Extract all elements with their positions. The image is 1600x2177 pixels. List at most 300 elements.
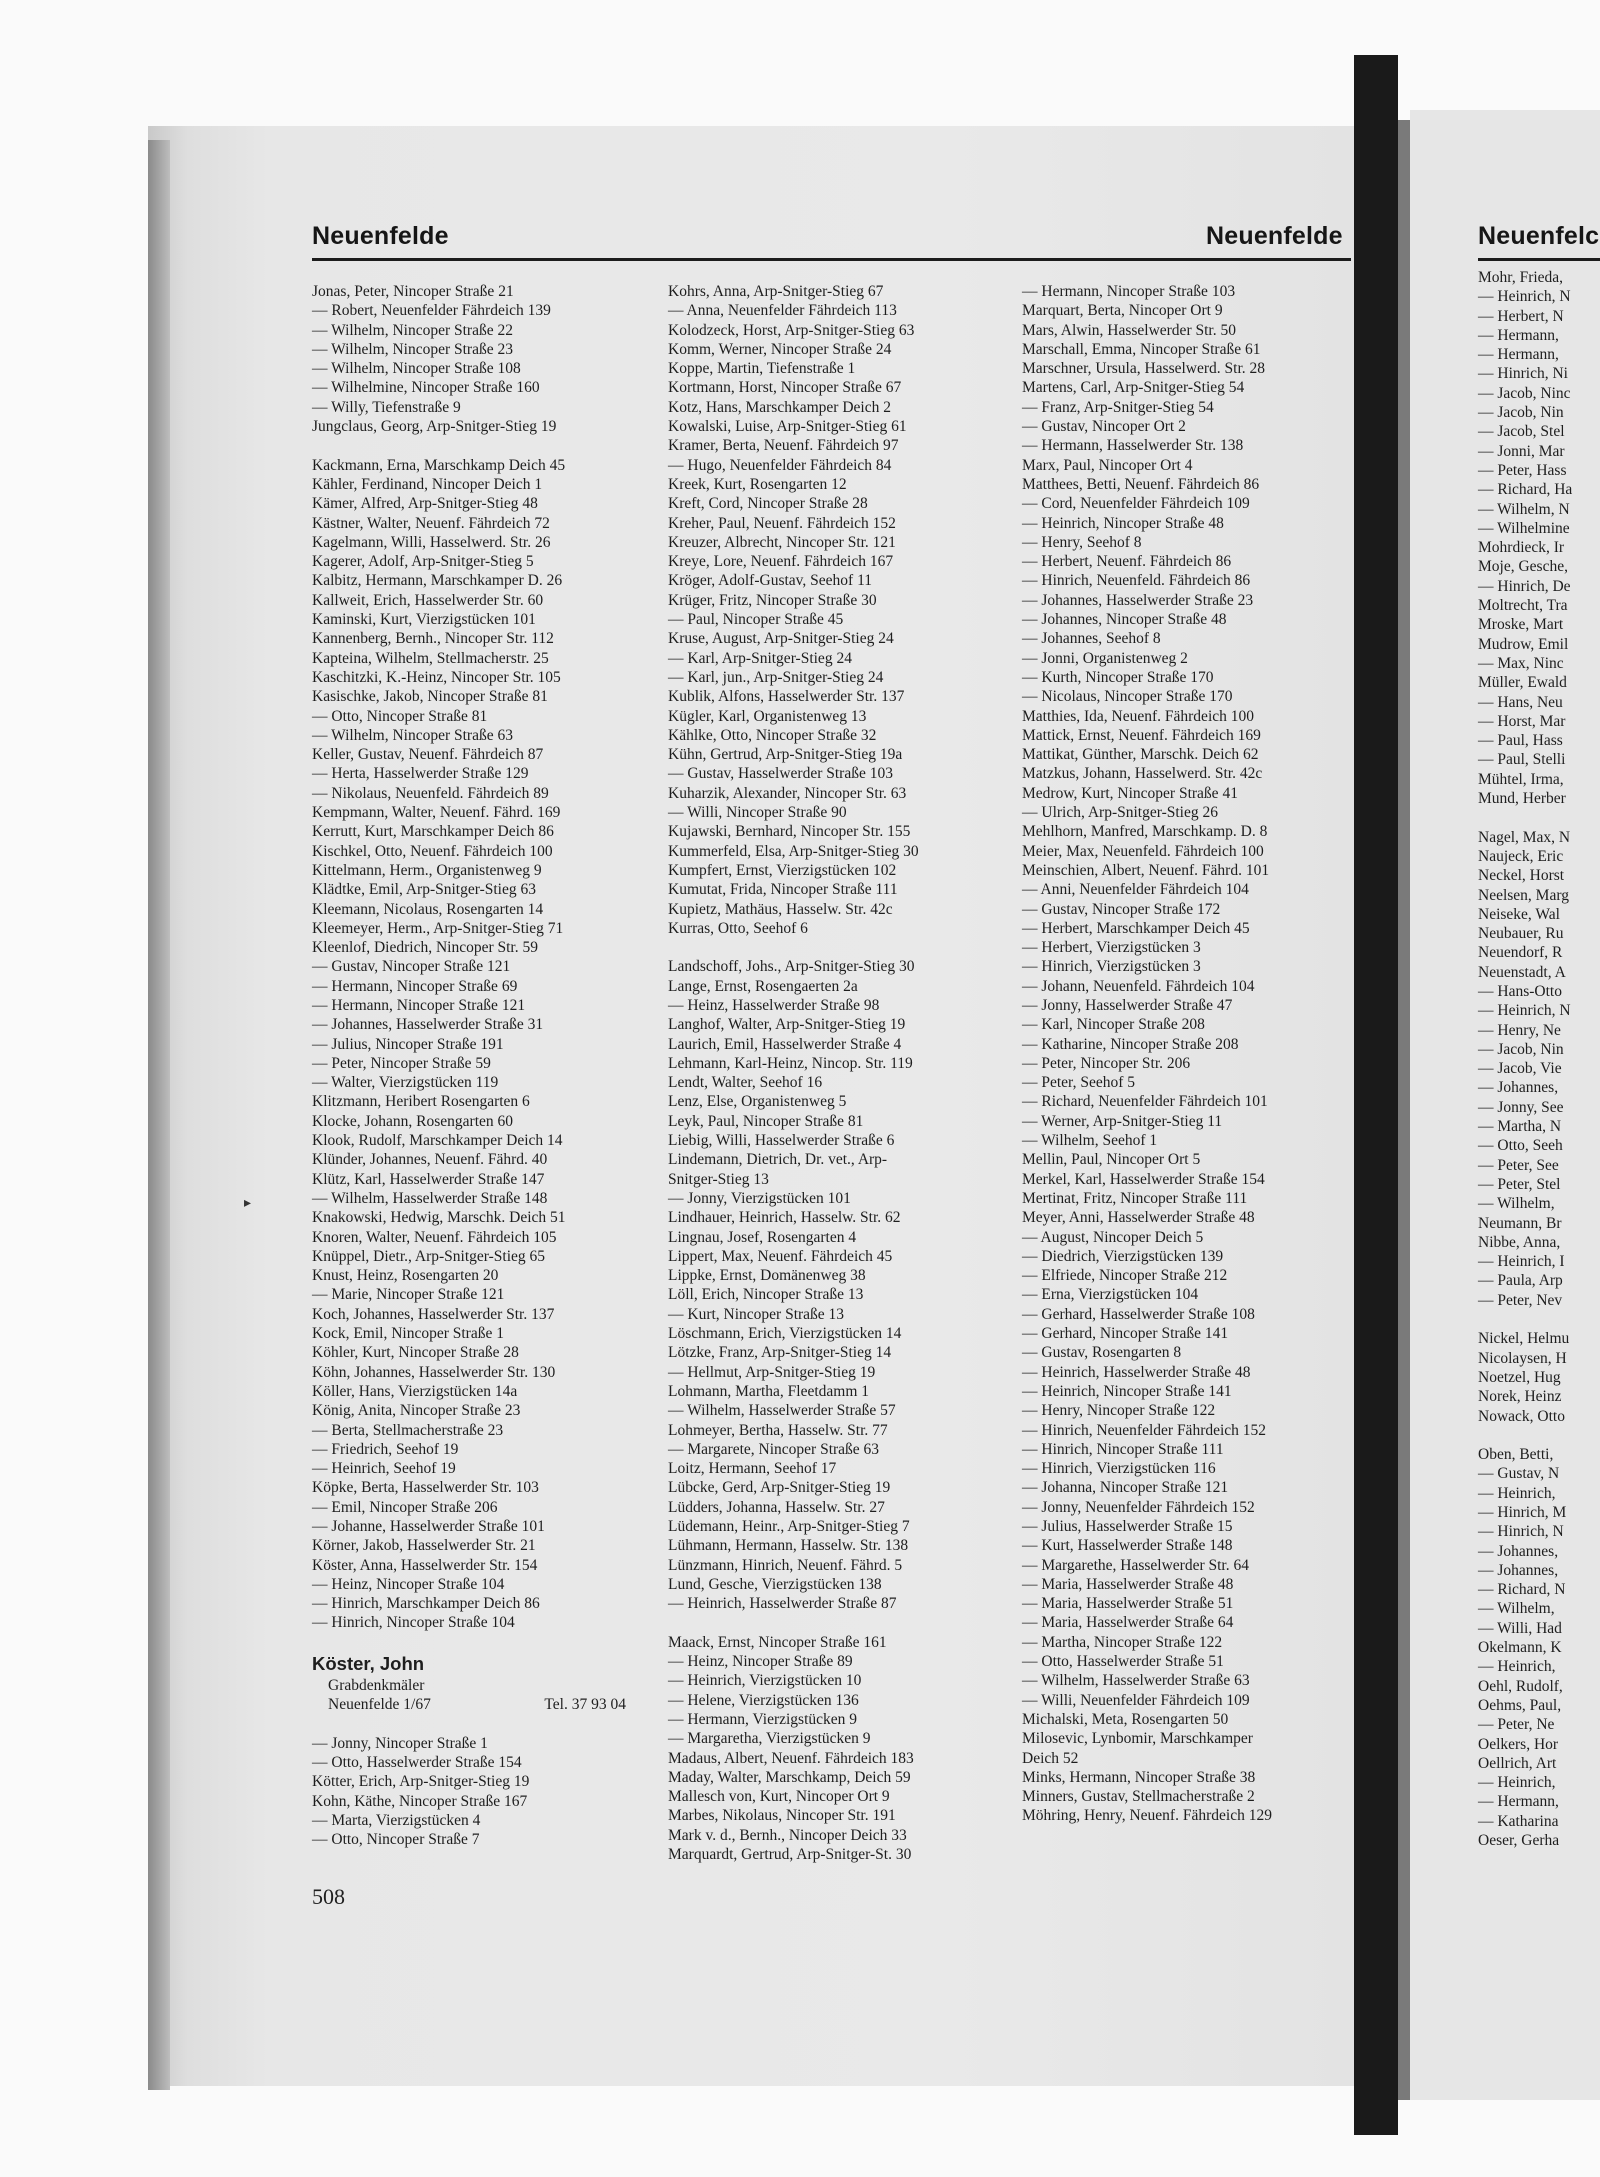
directory-entry: Kempmann, Walter, Neuenf. Fährd. 169 xyxy=(312,804,561,822)
directory-entry: — Ulrich, Arp-Snitger-Stieg 26 xyxy=(1022,804,1218,822)
directory-entry: — Hinrich, Ni xyxy=(1478,365,1568,383)
section-gap xyxy=(312,436,626,455)
directory-entry: — Jonny, Hasselwerder Straße 47 xyxy=(1022,996,1233,1014)
directory-entry: — Katharina xyxy=(1478,1812,1559,1830)
directory-entry: Lübcke, Gerd, Arp-Snitger-Stieg 19 xyxy=(668,1479,891,1497)
directory-entry: — Herbert, Vierzigstücken 3 xyxy=(1022,939,1201,957)
directory-entry: Mertinat, Fritz, Nincoper Straße 111 xyxy=(1022,1189,1248,1207)
directory-entry: Merkel, Karl, Hasselwerder Straße 154 xyxy=(1022,1170,1265,1188)
directory-entry: Mars, Alwin, Hasselwerder Str. 50 xyxy=(1022,321,1236,339)
directory-entry: — Wilhelmine xyxy=(1478,519,1570,537)
directory-entry: — Gustav, Nincoper Ort 2 xyxy=(1022,418,1186,436)
directory-entry: — Hans-Otto xyxy=(1478,982,1562,1000)
directory-entry: — Hermann, xyxy=(1478,1793,1559,1811)
directory-entry: Köhn, Johannes, Hasselwerder Str. 130 xyxy=(312,1363,556,1381)
directory-entry: Okelmann, K xyxy=(1478,1639,1562,1657)
directory-entry: — Johanna, Nincoper Straße 121 xyxy=(1022,1479,1229,1497)
directory-entry: — Hinrich, Vierzigstücken 116 xyxy=(1022,1460,1216,1478)
advertisement-location: Neuenfelde 1/67 xyxy=(328,1696,431,1714)
directory-entry: — Johannes, xyxy=(1478,1542,1559,1560)
directory-entry: — Gustav, N xyxy=(1478,1465,1560,1483)
directory-entry: — Peter, Nincoper Str. 206 xyxy=(1022,1054,1191,1072)
directory-entry: Mroske, Mart xyxy=(1478,616,1564,634)
directory-entry: Martens, Carl, Arp-Snitger-Stieg 54 xyxy=(1022,379,1245,397)
directory-entry: — Heinrich, Vierzigstücken 10 xyxy=(668,1672,862,1690)
directory-entry: — Hermann, Hasselwerder Str. 138 xyxy=(1022,437,1244,455)
next-page-column xyxy=(1478,268,1572,1850)
directory-entry: — Herbert, N xyxy=(1478,307,1564,325)
directory-entry: Kramer, Berta, Neuenf. Fährdeich 97 xyxy=(668,437,899,455)
directory-entry: Köpke, Berta, Hasselwerder Str. 103 xyxy=(312,1479,539,1497)
directory-entry: Mehlhorn, Manfred, Marschkamp. D. 8 xyxy=(1022,823,1268,841)
directory-entry: Kurras, Otto, Seehof 6 xyxy=(668,919,808,937)
directory-entry: Mohrdieck, Ir xyxy=(1478,539,1565,557)
directory-entry: — Herbert, Neuenf. Fährdeich 86 xyxy=(1022,553,1232,571)
directory-entry: Marschner, Ursula, Hasselwerd. Str. 28 xyxy=(1022,360,1266,378)
directory-entry: — Helene, Vierzigstücken 136 xyxy=(668,1691,859,1709)
directory-entry: Lippke, Ernst, Domänenweg 38 xyxy=(668,1267,866,1285)
directory-entry: — Robert, Neuenfelder Fährdeich 139 xyxy=(312,302,551,320)
page-number: 508 xyxy=(312,1884,345,1909)
directory-entry: — Heinrich, xyxy=(1478,1658,1556,1676)
directory-entry: — Heinrich, xyxy=(1478,1484,1556,1502)
directory-entry: Kreek, Kurt, Rosengarten 12 xyxy=(668,475,847,493)
directory-entry: Meinschien, Albert, Neuenf. Fährd. 101 xyxy=(1022,861,1270,879)
directory-entry: Kock, Emil, Nincoper Straße 1 xyxy=(312,1325,504,1343)
directory-entry: — Hinrich, Neuenfeld. Fährdeich 86 xyxy=(1022,572,1251,590)
header-rule xyxy=(312,258,1351,261)
directory-entry: Lühmann, Hermann, Hasselw. Str. 138 xyxy=(668,1537,909,1555)
directory-entry: Lingnau, Josef, Rosengarten 4 xyxy=(668,1228,857,1246)
directory-entry: — Herta, Hasselwerder Straße 129 xyxy=(312,765,529,783)
directory-entry: — Otto, Hasselwerder Straße 154 xyxy=(312,1753,522,1771)
book-gutter xyxy=(1354,55,1398,2135)
directory-entry: — Heinrich, Seehof 19 xyxy=(312,1460,456,1478)
directory-entry: Kowalski, Luise, Arp-Snitger-Stieg 61 xyxy=(668,418,907,436)
directory-entry: Matzkus, Johann, Hasselwerd. Str. 42c xyxy=(1022,765,1263,783)
directory-entry: Kötter, Erich, Arp-Snitger-Stieg 19 xyxy=(312,1773,530,1791)
directory-entry: — Katharine, Nincoper Straße 208 xyxy=(1022,1035,1239,1053)
directory-entry: Koppe, Martin, Tiefenstraße 1 xyxy=(668,360,856,378)
directory-entry: — Heinrich, I xyxy=(1478,1253,1565,1271)
directory-entry: — Hermann, Vierzigstücken 9 xyxy=(668,1710,858,1728)
directory-entry: — Karl, Nincoper Straße 208 xyxy=(1022,1016,1205,1034)
header-left-title: Neuenfelde xyxy=(312,222,449,250)
directory-entry: Nowack, Otto xyxy=(1478,1407,1565,1425)
directory-entry: Matthies, Ida, Neuenf. Fährdeich 100 xyxy=(1022,707,1255,725)
directory-entry: Leyk, Paul, Nincoper Straße 81 xyxy=(668,1112,864,1130)
directory-entry: — Heinz, Hasselwerder Straße 98 xyxy=(668,996,880,1014)
directory-entry: Lippert, Max, Neuenf. Fährdeich 45 xyxy=(668,1247,893,1265)
directory-entry: Klünder, Johannes, Neuenf. Fährd. 40 xyxy=(312,1151,548,1169)
directory-entry: — Jonny, Vierzigstücken 101 xyxy=(668,1189,851,1207)
directory-entry: Kohn, Käthe, Nincoper Straße 167 xyxy=(312,1792,528,1810)
directory-entry: Koch, Johannes, Hasselwerder Str. 137 xyxy=(312,1305,555,1323)
directory-entry: — Willy, Tiefenstraße 9 xyxy=(312,398,461,416)
directory-entry: Noetzel, Hug xyxy=(1478,1368,1561,1386)
advertisement-name: Köster, John xyxy=(312,1652,425,1674)
directory-entry: — Wilhelm, N xyxy=(1478,500,1570,518)
directory-entry: — Jonni, Organistenweg 2 xyxy=(1022,649,1188,667)
directory-entry: Klütz, Karl, Hasselwerder Straße 147 xyxy=(312,1170,545,1188)
directory-entry: — Martha, Nincoper Straße 122 xyxy=(1022,1633,1223,1651)
directory-entry: — Paul, Stelli xyxy=(1478,751,1566,769)
directory-entry: Landschoff, Johs., Arp-Snitger-Stieg 30 xyxy=(668,958,915,976)
directory-entry: Neiseke, Wal xyxy=(1478,905,1560,923)
directory-entry: Michalski, Meta, Rosengarten 50 xyxy=(1022,1710,1229,1728)
directory-entry: — Margarethe, Hasselwerder Str. 64 xyxy=(1022,1556,1249,1574)
directory-entry: Snitger-Stieg 13 xyxy=(668,1170,769,1188)
directory-entry: Oeser, Gerha xyxy=(1478,1832,1560,1850)
directory-entry: — Johannes, xyxy=(1478,1561,1559,1579)
directory-entry: — Gerhard, Hasselwerder Straße 108 xyxy=(1022,1305,1255,1323)
directory-entry: — Berta, Stellmacherstraße 23 xyxy=(312,1421,504,1439)
directory-entry: — Wilhelm, xyxy=(1478,1600,1555,1618)
advertisement-phone: Tel. 37 93 04 xyxy=(544,1696,626,1714)
directory-entry: Kreye, Lore, Neuenf. Fährdeich 167 xyxy=(668,553,894,571)
directory-entry: Mund, Herber xyxy=(1478,790,1566,808)
directory-entry: — August, Nincoper Deich 5 xyxy=(1022,1228,1204,1246)
directory-entry: Oehms, Paul, xyxy=(1478,1696,1562,1714)
directory-entry: — Hinrich, De xyxy=(1478,577,1571,595)
directory-entry: Keller, Gustav, Neuenf. Fährdeich 87 xyxy=(312,746,544,764)
directory-entry: — Hans, Neu xyxy=(1478,693,1563,711)
directory-entry: — Marie, Nincoper Straße 121 xyxy=(312,1286,505,1304)
directory-entry: Köller, Hans, Vierzigstücken 14a xyxy=(312,1382,518,1400)
next-page-header-rule xyxy=(1478,258,1600,261)
directory-entry: Neubauer, Ru xyxy=(1478,925,1564,943)
directory-entry: — Johannes, Hasselwerder Straße 31 xyxy=(312,1016,544,1034)
directory-entry: — Johannes, xyxy=(1478,1079,1559,1097)
directory-entry: Neelsen, Marg xyxy=(1478,886,1569,904)
directory-entry: — Peter, Ne xyxy=(1478,1716,1555,1734)
directory-entry: — Diedrich, Vierzigstücken 139 xyxy=(1022,1247,1224,1265)
directory-entry: — Hugo, Neuenfelder Fährdeich 84 xyxy=(668,456,892,474)
directory-entry: Mark v. d., Bernh., Nincoper Deich 33 xyxy=(668,1826,907,1844)
directory-entry: Marquardt, Gertrud, Arp-Snitger-St. 30 xyxy=(668,1846,912,1864)
directory-entry: — Hellmut, Arp-Snitger-Stieg 19 xyxy=(668,1363,876,1381)
directory-entry: — Jonni, Mar xyxy=(1478,442,1565,460)
directory-entry: Kleenlof, Diedrich, Nincoper Str. 59 xyxy=(312,939,538,957)
directory-entry: Kupietz, Mathäus, Hasselw. Str. 42c xyxy=(668,900,893,918)
directory-entry: — Karl, jun., Arp-Snitger-Stieg 24 xyxy=(668,668,884,686)
directory-entry: Kaminski, Kurt, Vierzigstücken 101 xyxy=(312,611,536,629)
directory-entry: Lindemann, Dietrich, Dr. vet., Arp- xyxy=(668,1151,888,1169)
directory-entry: Marschall, Emma, Nincoper Straße 61 xyxy=(1022,340,1261,358)
directory-entry: — Wilhelm, Nincoper Straße 108 xyxy=(312,360,521,378)
directory-entry: Matthees, Betti, Neuenf. Fährdeich 86 xyxy=(1022,475,1260,493)
directory-entry: Lendt, Walter, Seehof 16 xyxy=(668,1074,823,1092)
directory-entry: — Willi, Had xyxy=(1478,1619,1562,1637)
directory-entry: Kämer, Alfred, Arp-Snitger-Stieg 48 xyxy=(312,495,538,513)
advertisement-contact xyxy=(312,1695,626,1714)
directory-entry: Neckel, Horst xyxy=(1478,867,1565,885)
directory-entry: — Willi, Nincoper Straße 90 xyxy=(668,804,847,822)
directory-entry: — Hermann, xyxy=(1478,326,1559,344)
directory-entry: Lüdemann, Heinr., Arp-Snitger-Stieg 7 xyxy=(668,1518,910,1535)
directory-entry: Kerrutt, Kurt, Marschkamper Deich 86 xyxy=(312,823,554,841)
advertisement-block xyxy=(312,1652,626,1715)
directory-entry: Nicolaysen, H xyxy=(1478,1349,1567,1367)
directory-entry: Kapteina, Wilhelm, Stellmacherstr. 25 xyxy=(312,649,549,667)
directory-entry: — Walter, Vierzigstücken 119 xyxy=(312,1074,499,1092)
directory-entry: — Kurt, Nincoper Straße 13 xyxy=(668,1305,845,1323)
directory-entry: Oelkers, Hor xyxy=(1478,1735,1559,1753)
directory-entry: Lohmeyer, Bertha, Hasselw. Str. 77 xyxy=(668,1421,888,1439)
directory-entry: — Wilhelm, Nincoper Straße 63 xyxy=(312,726,513,744)
directory-entry: — Hermann, Nincoper Straße 69 xyxy=(312,977,518,995)
directory-entry: — Wilhelm, Hasselwerder Straße 63 xyxy=(1022,1672,1250,1690)
directory-entry: — Otto, Nincoper Straße 7 xyxy=(312,1831,480,1849)
directory-entry: — Gustav, Hasselwerder Straße 103 xyxy=(668,765,893,783)
directory-entry: Nagel, Max, N xyxy=(1478,828,1571,846)
directory-entry: Minners, Gustav, Stellmacherstraße 2 xyxy=(1022,1788,1255,1806)
directory-entry: Kreher, Paul, Neuenf. Fährdeich 152 xyxy=(668,514,896,532)
directory-entry: — Paul, Nincoper Straße 45 xyxy=(668,611,844,629)
directory-entry: — Jacob, Nin xyxy=(1478,1040,1564,1058)
directory-entry: Marx, Paul, Nincoper Ort 4 xyxy=(1022,456,1193,474)
directory-entry: — Hermann, xyxy=(1478,346,1559,364)
directory-entry: Klädtke, Emil, Arp-Snitger-Stieg 63 xyxy=(312,881,536,899)
directory-entry: — Erna, Vierzigstücken 104 xyxy=(1022,1286,1199,1304)
directory-entry: — Anna, Neuenfelder Fährdeich 113 xyxy=(668,302,897,320)
directory-entry: — Hinrich, Marschkamper Deich 86 xyxy=(312,1595,540,1613)
directory-entry: — Horst, Mar xyxy=(1478,712,1566,730)
directory-entry: Milosevic, Lynbomir, Marschkamper xyxy=(1022,1730,1253,1748)
gutter-gap xyxy=(1398,120,1410,2100)
directory-entry: Kagelmann, Willi, Hasselwerd. Str. 26 xyxy=(312,533,551,551)
advertisement-business: Grabdenkmäler xyxy=(328,1676,425,1694)
directory-entry: — Hinrich, Nincoper Straße 104 xyxy=(312,1614,515,1632)
directory-entry: — Julius, Hasselwerder Straße 15 xyxy=(1022,1518,1233,1535)
section-gap xyxy=(668,938,919,957)
directory-entry: Lünzmann, Hinrich, Neuenf. Fährd. 5 xyxy=(668,1556,903,1574)
directory-entry: Marbes, Nikolaus, Nincoper Str. 191 xyxy=(668,1807,896,1825)
directory-entry: Kähler, Ferdinand, Nincoper Deich 1 xyxy=(312,475,543,493)
directory-entry: — Wilhelm, Seehof 1 xyxy=(1022,1132,1158,1150)
directory-entry: — Henry, Ne xyxy=(1478,1021,1561,1039)
directory-entry: — Julius, Nincoper Straße 191 xyxy=(312,1035,504,1053)
directory-entry: Oben, Betti, xyxy=(1478,1446,1554,1464)
directory-entry: — Heinrich, Hasselwerder Straße 87 xyxy=(668,1595,897,1613)
directory-column-1 xyxy=(312,282,626,1849)
directory-entry: Kleemann, Nicolaus, Rosengarten 14 xyxy=(312,900,544,918)
directory-entry: — Heinrich, N xyxy=(1478,288,1571,306)
directory-entry: Kreft, Cord, Nincoper Straße 28 xyxy=(668,495,868,513)
directory-entry: Mühtel, Irma, xyxy=(1478,770,1564,788)
directory-entry: Moltrecht, Tra xyxy=(1478,597,1568,615)
directory-entry: Kaschitzki, K.-Heinz, Nincoper Str. 105 xyxy=(312,668,561,686)
directory-entry: Knüppel, Dietr., Arp-Snitger-Stieg 65 xyxy=(312,1247,546,1265)
directory-entry: — Hinrich, M xyxy=(1478,1504,1567,1521)
directory-entry: — Kurth, Nincoper Straße 170 xyxy=(1022,668,1214,686)
directory-entry: — Jonny, Nincoper Straße 1 xyxy=(312,1734,488,1752)
directory-entry: Lötzke, Franz, Arp-Snitger-Stieg 14 xyxy=(668,1344,892,1362)
directory-entry: — Friedrich, Seehof 19 xyxy=(312,1440,459,1458)
directory-entry: Mellin, Paul, Nincoper Ort 5 xyxy=(1022,1151,1201,1169)
directory-entry: — Heinz, Nincoper Straße 89 xyxy=(668,1653,853,1671)
directory-entry: Lange, Ernst, Rosengaerten 2a xyxy=(668,977,858,995)
directory-entry: Lehmann, Karl-Heinz, Nincop. Str. 119 xyxy=(668,1054,913,1072)
directory-entry: — Richard, Neuenfelder Fährdeich 101 xyxy=(1022,1093,1268,1111)
directory-entry: — Peter, See xyxy=(1478,1156,1559,1174)
directory-entry: — Richard, Ha xyxy=(1478,481,1573,499)
directory-entry: Marquart, Berta, Nincoper Ort 9 xyxy=(1022,302,1223,320)
directory-entry: Minks, Hermann, Nincoper Straße 38 xyxy=(1022,1768,1256,1786)
directory-entry: — Heinrich, Nincoper Straße 48 xyxy=(1022,514,1224,532)
directory-entry: Mohr, Frieda, xyxy=(1478,269,1564,286)
directory-entry: Madaus, Albert, Neuenf. Fährdeich 183 xyxy=(668,1749,914,1767)
directory-entry: — Marta, Vierzigstücken 4 xyxy=(312,1811,481,1829)
directory-entry: Kröger, Adolf-Gustav, Seehof 11 xyxy=(668,572,872,590)
directory-entry: Kumpfert, Ernst, Vierzigstücken 102 xyxy=(668,861,897,879)
directory-entry: — Henry, Seehof 8 xyxy=(1022,533,1142,551)
directory-entry: — Heinrich, xyxy=(1478,1774,1556,1792)
directory-entry: — Margaretha, Vierzigstücken 9 xyxy=(668,1730,871,1748)
directory-entry: — Richard, N xyxy=(1478,1581,1566,1599)
directory-entry: — Nikolaus, Neuenfeld. Fährdeich 89 xyxy=(312,784,549,802)
directory-entry: Mudrow, Emil xyxy=(1478,635,1569,653)
directory-entry: — Heinrich, N xyxy=(1478,1002,1571,1020)
directory-entry: Meyer, Anni, Hasselwerder Straße 48 xyxy=(1022,1209,1255,1227)
directory-entry: — Elfriede, Nincoper Straße 212 xyxy=(1022,1267,1228,1285)
directory-entry: Lund, Gesche, Vierzigstücken 138 xyxy=(668,1575,882,1593)
directory-entry: Oellrich, Art xyxy=(1478,1754,1557,1772)
directory-entry: Kreuzer, Albrecht, Nincoper Str. 121 xyxy=(668,533,896,551)
directory-entry: Meier, Max, Neuenfeld. Fährdeich 100 xyxy=(1022,842,1264,860)
directory-entry: Knoren, Walter, Neuenf. Fährdeich 105 xyxy=(312,1228,557,1246)
directory-entry: Norek, Heinz xyxy=(1478,1388,1562,1406)
directory-entry: Kotz, Hans, Marschkamper Deich 2 xyxy=(668,398,891,416)
section-gap xyxy=(1478,808,1572,827)
directory-entry: — Kurt, Hasselwerder Straße 148 xyxy=(1022,1537,1233,1555)
directory-entry: Kasischke, Jakob, Nincoper Straße 81 xyxy=(312,688,548,706)
directory-entry: Moje, Gesche, xyxy=(1478,558,1568,576)
directory-entry: Kittelmann, Herm., Organistenweg 9 xyxy=(312,861,542,879)
directory-entry: — Johann, Neuenfeld. Fährdeich 104 xyxy=(1022,977,1255,995)
directory-column-2 xyxy=(668,282,919,1864)
directory-entry: — Willi, Neuenfelder Fährdeich 109 xyxy=(1022,1691,1250,1709)
directory-entry: — Wilhelm, Hasselwerder Straße 148 xyxy=(312,1189,548,1207)
directory-entry: — Maria, Hasselwerder Straße 48 xyxy=(1022,1575,1234,1593)
directory-entry: — Heinrich, Hasselwerder Straße 48 xyxy=(1022,1363,1251,1381)
directory-entry: Klook, Rudolf, Marschkamper Deich 14 xyxy=(312,1132,563,1150)
directory-entry: — Peter, Seehof 5 xyxy=(1022,1074,1136,1092)
directory-entry: — Otto, Nincoper Straße 81 xyxy=(312,707,488,725)
directory-entry: Laurich, Emil, Hasselwerder Straße 4 xyxy=(668,1035,902,1053)
directory-entry: — Herbert, Marschkamper Deich 45 xyxy=(1022,919,1250,937)
directory-entry: — Jacob, Vie xyxy=(1478,1060,1562,1078)
directory-entry: — Gustav, Nincoper Straße 172 xyxy=(1022,900,1221,918)
directory-entry: Köster, Anna, Hasselwerder Str. 154 xyxy=(312,1556,538,1574)
directory-entry: Kujawski, Bernhard, Nincoper Str. 155 xyxy=(668,823,911,841)
directory-entry: — Hinrich, Nincoper Straße 111 xyxy=(1022,1440,1224,1458)
directory-entry: — Hinrich, Vierzigstücken 3 xyxy=(1022,958,1201,976)
directory-entry: Lüdders, Johanna, Hasselw. Str. 27 xyxy=(668,1498,885,1516)
directory-entry: — Jonny, See xyxy=(1478,1098,1564,1116)
directory-entry: König, Anita, Nincoper Straße 23 xyxy=(312,1402,521,1420)
directory-entry: Nibbe, Anna, xyxy=(1478,1233,1561,1251)
directory-entry: Kohrs, Anna, Arp-Snitger-Stieg 67 xyxy=(668,283,884,300)
section-gap xyxy=(1478,1310,1572,1329)
section-gap xyxy=(1478,1426,1572,1445)
directory-entry: Kallweit, Erich, Hasselwerder Str. 60 xyxy=(312,591,544,609)
directory-entry: — Max, Ninc xyxy=(1478,654,1564,672)
directory-entry: Lohmann, Martha, Fleetdamm 1 xyxy=(668,1382,870,1400)
directory-entry: — Margarete, Nincoper Straße 63 xyxy=(668,1440,880,1458)
directory-entry: — Henry, Nincoper Straße 122 xyxy=(1022,1402,1216,1420)
directory-entry: — Gerhard, Nincoper Straße 141 xyxy=(1022,1325,1229,1343)
directory-entry: — Maria, Hasselwerder Straße 64 xyxy=(1022,1614,1234,1632)
directory-entry: — Wilhelm, Nincoper Straße 23 xyxy=(312,340,513,358)
directory-entry: Kleemeyer, Herm., Arp-Snitger-Stieg 71 xyxy=(312,919,564,937)
directory-entry: Maday, Walter, Marschkamp, Deich 59 xyxy=(668,1768,911,1786)
directory-entry: Knust, Heinz, Rosengarten 20 xyxy=(312,1267,499,1285)
directory-entry: Kumutat, Frida, Nincoper Straße 111 xyxy=(668,881,898,899)
directory-entry: — Hinrich, N xyxy=(1478,1523,1564,1541)
directory-entry: Neuendorf, R xyxy=(1478,944,1563,962)
directory-entry: Komm, Werner, Nincoper Straße 24 xyxy=(668,340,892,358)
directory-entry: Lenz, Else, Organistenweg 5 xyxy=(668,1093,847,1111)
directory-entry: Kuharzik, Alexander, Nincoper Str. 63 xyxy=(668,784,907,802)
page-edge-shadow xyxy=(148,140,170,2090)
directory-entry: — Otto, Seeh xyxy=(1478,1137,1563,1155)
header-right-title: Neuenfelde xyxy=(1206,222,1343,250)
directory-entry: — Wilhelm, Hasselwerder Straße 57 xyxy=(668,1402,896,1420)
next-page-header: Neuenfelc xyxy=(1478,222,1600,250)
directory-entry: Kruse, August, Arp-Snitger-Stieg 24 xyxy=(668,630,894,648)
directory-entry: — Heinz, Nincoper Straße 104 xyxy=(312,1575,505,1593)
directory-entry: — Peter, Nincoper Straße 59 xyxy=(312,1054,491,1072)
directory-entry: Kischkel, Otto, Neuenf. Fährdeich 100 xyxy=(312,842,553,860)
margin-mark: ▸ xyxy=(244,1196,252,1211)
directory-entry: Klocke, Johann, Rosengarten 60 xyxy=(312,1112,514,1130)
directory-entry: — Heinrich, Nincoper Straße 141 xyxy=(1022,1382,1232,1400)
directory-entry: Kolodzeck, Horst, Arp-Snitger-Stieg 63 xyxy=(668,321,915,339)
directory-entry: Kortmann, Horst, Nincoper Straße 67 xyxy=(668,379,902,397)
directory-entry: Kügler, Karl, Organistenweg 13 xyxy=(668,707,867,725)
directory-entry: — Peter, Stel xyxy=(1478,1175,1561,1193)
directory-entry: Jungclaus, Georg, Arp-Snitger-Stieg 19 xyxy=(312,418,557,436)
directory-entry: — Jacob, Ninc xyxy=(1478,384,1571,402)
directory-entry: Kühn, Gertrud, Arp-Snitger-Stieg 19a xyxy=(668,746,903,764)
directory-entry: Loitz, Hermann, Seehof 17 xyxy=(668,1460,837,1478)
directory-entry: Kummerfeld, Elsa, Arp-Snitger-Stieg 30 xyxy=(668,842,919,860)
directory-entry: Körner, Jakob, Hasselwerder Str. 21 xyxy=(312,1537,536,1555)
directory-entry: — Gustav, Rosengarten 8 xyxy=(1022,1344,1182,1362)
directory-entry: — Johannes, Hasselwerder Straße 23 xyxy=(1022,591,1254,609)
directory-entry: Nickel, Helmu xyxy=(1478,1330,1570,1348)
directory-entry: — Hermann, Nincoper Straße 103 xyxy=(1022,283,1236,300)
directory-entry: — Wilhelmine, Nincoper Straße 160 xyxy=(312,379,540,397)
directory-entry: — Jacob, Stel xyxy=(1478,423,1565,441)
directory-entry: — Nicolaus, Nincoper Straße 170 xyxy=(1022,688,1233,706)
directory-entry: Kackmann, Erna, Marschkamp Deich 45 xyxy=(312,456,566,474)
directory-column-3 xyxy=(1022,282,1272,1826)
directory-entry: — Peter, Nev xyxy=(1478,1291,1563,1309)
directory-entry: Kählke, Otto, Nincoper Straße 32 xyxy=(668,726,877,744)
directory-entry: Müller, Ewald xyxy=(1478,674,1567,692)
directory-entry: Oehl, Rudolf, xyxy=(1478,1677,1563,1695)
directory-entry: Kalbitz, Hermann, Marschkamper D. 26 xyxy=(312,572,563,590)
directory-entry: Neuenstadt, A xyxy=(1478,963,1566,981)
directory-entry: — Peter, Hass xyxy=(1478,461,1567,479)
directory-entry: — Wilhelm, Nincoper Straße 22 xyxy=(312,321,513,339)
directory-entry: Medrow, Kurt, Nincoper Straße 41 xyxy=(1022,784,1238,802)
directory-entry: Löschmann, Erich, Vierzigstücken 14 xyxy=(668,1325,902,1343)
directory-entry: — Johannes, Seehof 8 xyxy=(1022,630,1161,648)
directory-entry: — Johannes, Nincoper Straße 48 xyxy=(1022,611,1227,629)
